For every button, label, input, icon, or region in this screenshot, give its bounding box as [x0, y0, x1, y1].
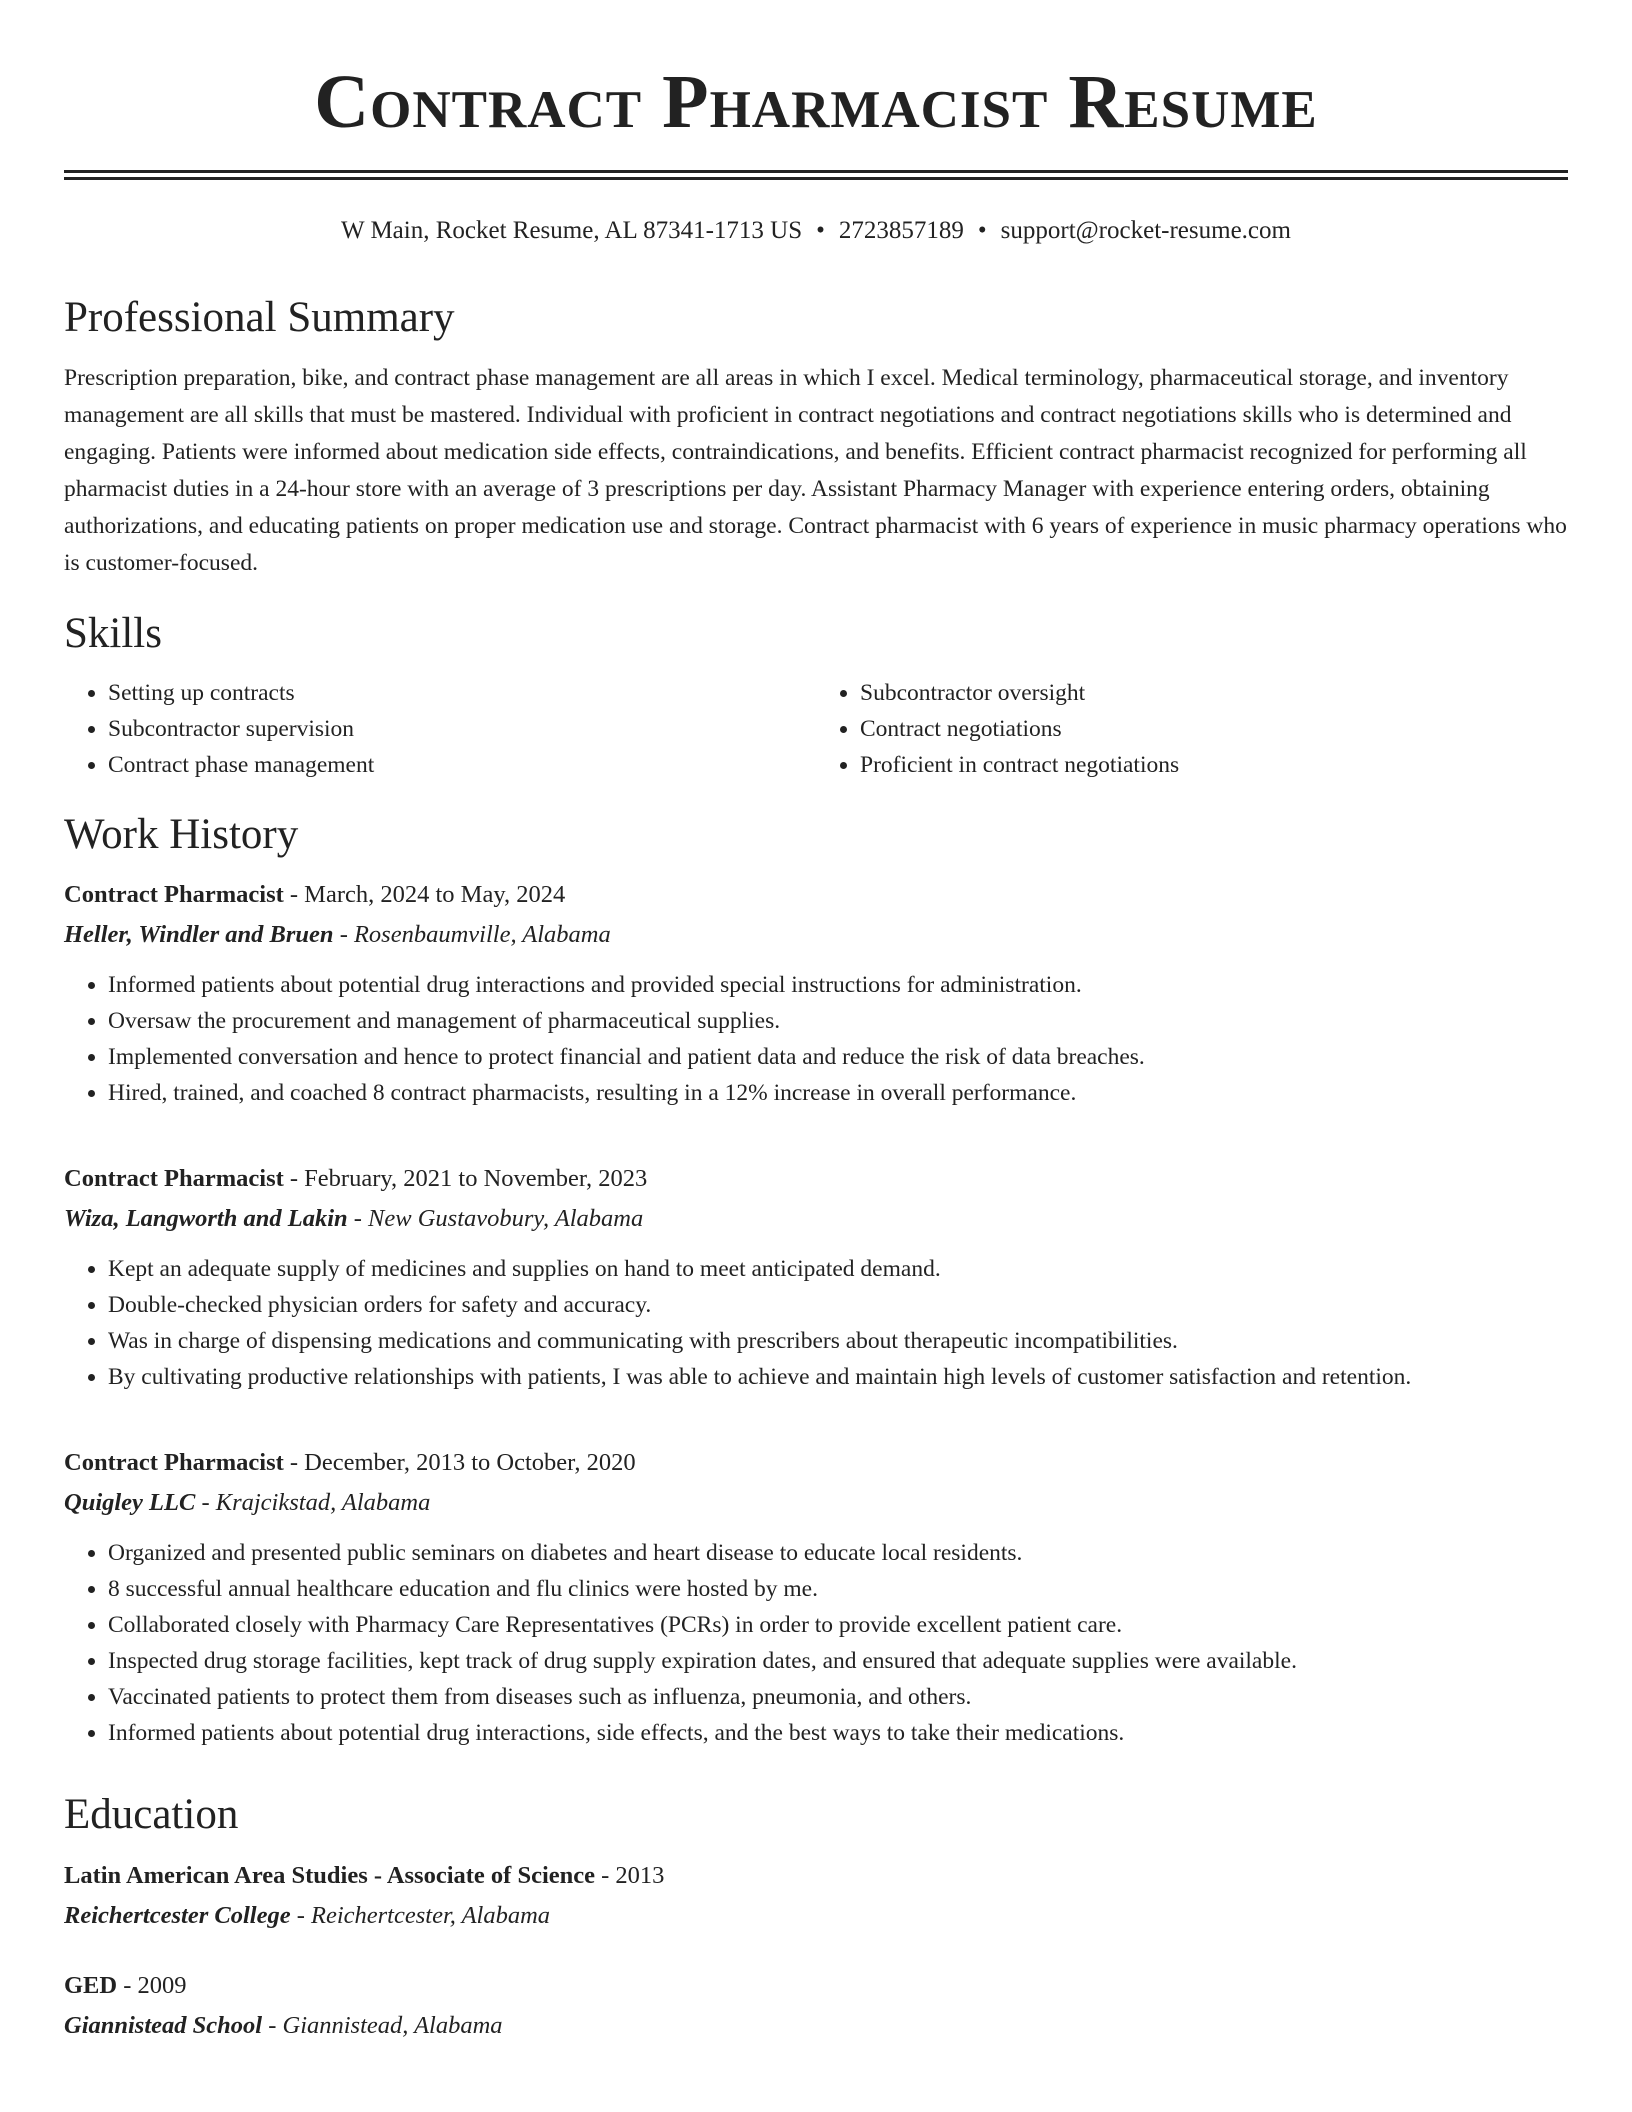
job-company-line — [64, 1483, 1568, 1523]
job-title: Contract Pharmacist — [64, 1164, 284, 1192]
job-bullet: • Inspected drug storage facilities, kept track of drug supply expiration dates, and ensured that adequate supplies were available. — [108, 1643, 1568, 1679]
job-dates: - March, 2024 to May, 2024 — [289, 880, 566, 908]
job-bullet: • Hired, trained, and coached 8 contract pharmacists, resulting in a 12% increase in overall performance. — [108, 1075, 1568, 1111]
education-school-line — [64, 1896, 1568, 1936]
job-bullets — [64, 967, 1568, 1111]
job-entry — [64, 1443, 1568, 1751]
job-location: - Krajcikstad, Alabama — [201, 1488, 431, 1516]
skills-column-right — [816, 675, 1568, 783]
education-entry — [64, 1856, 1568, 1936]
education-school: Giannistead School — [64, 2012, 263, 2040]
job-dates: - December, 2013 to October, 2020 — [289, 1448, 636, 1476]
skill-item: • Setting up contracts — [108, 675, 816, 711]
job-title: Contract Pharmacist — [64, 1448, 284, 1476]
job-bullet: • By cultivating productive relationships with patients, I was able to achieve and maintain high levels of customer satisfaction and retention. — [108, 1359, 1568, 1395]
skill-item: • Contract negotiations — [860, 711, 1568, 747]
job-bullet: • Collaborated closely with Pharmacy Care Representatives (PCRs) in order to provide excellent patient care. — [108, 1607, 1568, 1643]
education-year: - 2013 — [601, 1862, 665, 1890]
job-bullet: • Was in charge of dispensing medications and communicating with prescribers about therapeutic incompatibilities. — [108, 1323, 1568, 1359]
skill-item: • Subcontractor oversight — [860, 675, 1568, 711]
job-location: - Rosenbaumville, Alabama — [339, 920, 611, 948]
education-degree: GED — [64, 1972, 118, 2000]
job-title-line — [64, 875, 1568, 915]
job-company-line — [64, 1199, 1568, 1239]
education-location: - Reichertcester, Alabama — [296, 1902, 551, 1930]
education-school-line — [64, 2006, 1568, 2046]
education-heading: Education — [64, 1790, 239, 1838]
title-divider — [64, 170, 1568, 180]
skills-column-left — [64, 675, 816, 783]
education-location: - Giannistead, Alabama — [268, 2012, 503, 2040]
skill-item: • Subcontractor supervision — [108, 711, 816, 747]
job-company-line — [64, 915, 1568, 955]
education-degree-line — [64, 1856, 1568, 1896]
contact-address: W Main, Rocket Resume, AL 87341-1713 US — [341, 217, 803, 244]
job-company: Quigley LLC — [64, 1488, 196, 1516]
skills-heading: Skills — [64, 609, 162, 657]
contact-phone: 2723857189 — [838, 217, 964, 244]
job-bullet: • Informed patients about potential drug interactions and provided special instructions for administration. — [108, 967, 1568, 1003]
job-location: - New Gustavobury, Alabama — [353, 1204, 644, 1232]
education-year: - 2009 — [123, 1972, 187, 2000]
job-bullet: • Oversaw the procurement and management of pharmaceutical supplies. — [108, 1003, 1568, 1039]
job-bullets — [64, 1535, 1568, 1751]
education-degree-line — [64, 1966, 1568, 2006]
contact-line — [64, 216, 1568, 246]
contact-separator: • — [816, 217, 825, 244]
job-dates: - February, 2021 to November, 2023 — [289, 1164, 648, 1192]
job-company: Heller, Windler and Bruen — [64, 920, 334, 948]
work-history-heading: Work History — [64, 811, 299, 859]
skills-list — [64, 675, 1568, 783]
page-title: Contract Pharmacist Resume — [314, 60, 1318, 144]
education-degree: Latin American Area Studies - Associate of Science — [64, 1862, 596, 1890]
contact-separator: • — [977, 217, 987, 244]
education-school: Reichertcester College — [64, 1902, 291, 1930]
job-title-line — [64, 1443, 1568, 1483]
education-entry — [64, 1966, 1568, 2046]
skill-item: • Contract phase management — [108, 747, 816, 783]
job-bullet: • Informed patients about potential drug interactions, side effects, and the best ways to take their medications. — [108, 1715, 1568, 1751]
job-entry — [64, 1159, 1568, 1395]
job-title: Contract Pharmacist — [64, 880, 284, 908]
job-entry — [64, 875, 1568, 1111]
job-company: Wiza, Langworth and Lakin — [64, 1204, 348, 1232]
job-bullet: • Implemented conversation and hence to protect financial and patient data and reduce the risk of data breaches. — [108, 1039, 1568, 1075]
job-bullet: • 8 successful annual healthcare education and flu clinics were hosted by me. — [108, 1571, 1568, 1607]
job-title-line — [64, 1159, 1568, 1199]
summary-text: Prescription preparation, bike, and contract phase management are all areas in which I excel. Medical terminology, pharmaceutical storage, and inventory management are all skills that must be mastered. Individual with proficient in contract negotiations and contract negotiations skills who is determined and engaging. Patients were informed about medication side effects, contraindications, and benefits. Efficient contract pharmacist recognized for performing all pharmacist duties in a 24-hour store with an average of 3 prescriptions per day. Assistant Pharmacy Manager with experience entering orders, obtaining authorizations, and educating patients on proper medication use and storage. Contract pharmacist with 6 years of experience in music pharmacy operations who is customer-focused. — [64, 364, 1567, 576]
job-bullets — [64, 1251, 1568, 1395]
job-bullet: • Organized and presented public seminars on diabetes and heart disease to educate local residents. — [108, 1535, 1568, 1571]
job-bullet: • Vaccinated patients to protect them from diseases such as influenza, pneumonia, and others. — [108, 1679, 1568, 1715]
skill-item: • Proficient in contract negotiations — [860, 747, 1568, 783]
summary-heading: Professional Summary — [64, 294, 455, 341]
job-bullet: • Double-checked physician orders for safety and accuracy. — [108, 1287, 1568, 1323]
job-bullet: • Kept an adequate supply of medicines and supplies on hand to meet anticipated demand. — [108, 1251, 1568, 1287]
contact-email: support@rocket-resume.com — [1000, 217, 1291, 244]
